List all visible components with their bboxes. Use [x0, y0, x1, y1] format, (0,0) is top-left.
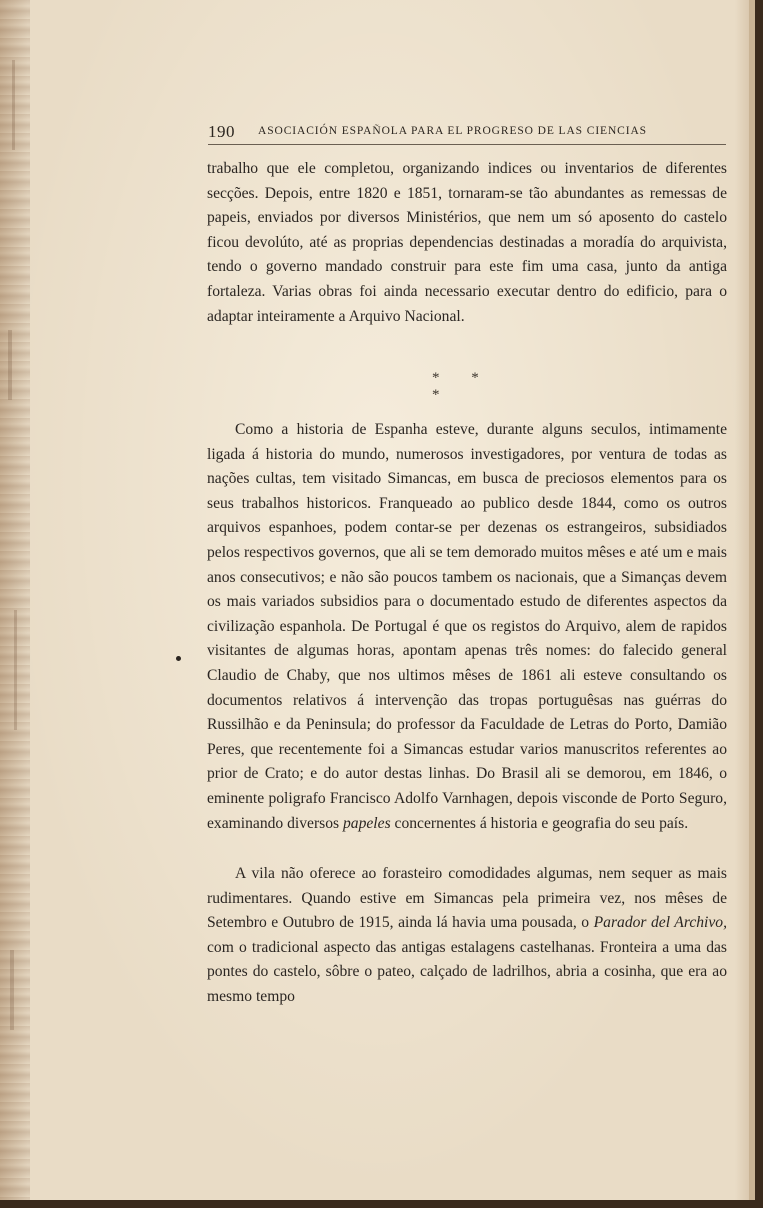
paragraph-3-italic: Parador del Archivo,: [593, 914, 727, 932]
page-binding-edge: [0, 0, 30, 1200]
paragraph-3-start: A vila não oferece ao forasteiro comodidades algumas, nem sequer as mais rudimentares. Quando estive em Simancas pela primeira vez, nos mêses de Setembro e Outubro de 1915, ainda lá havia uma pousada, o: [207, 865, 727, 932]
paragraph-2-text: Como a historia de Espanha esteve, durante alguns seculos, intimamente ligada á historia do mundo, numerosos investigadores, por ventura de todas as nações cultas, tem visitado Simancas, em busca de preciosos elementos para os seus trabalhos historicos. Franqueado ao publico desde 1844, como os outros arquivos espanhoes, podem contar-se per dezenas os estrangeiros, subsidiados pelos respectivos governos, que ali se tem demorado muitos mêses e até um e mais anos consecutivos; e não são poucos tambem os nacionais, que a Simanças devem os mais variados subsidios para o documentado estudo de diferentes aspectos da civilização espanhola. De Portugal é que os registos do Arquivo, alem de rapidos visitantes de algumas horas, apontam apenas três nomes: do falecido general Claudio de Chaby, que nos ultimos mêses de 1861 ali esteve consultando os documentos relativos á intervenção das tropas portuguêsas nas guérras do Russilhão e da Peninsula; do professor da Faculdade de Letras do Porto, Damião Peres, que recentemente foi a Simancas estudar varios manuscritos referentes ao prior de Crato; e do autor destas linhas. Do Brasil ali se demorou, em 1846, o eminente poligrafo Francisco Adolfo Varnhagen, depois visconde de Porto Seguro, examinando diversos: [207, 421, 727, 832]
paragraph-2-italic: papeles: [343, 814, 391, 832]
stain-mark: [10, 950, 14, 1030]
paragraph-3: [207, 862, 727, 1010]
paragraph-1: trabalho que ele completou, organizando indices ou inventarios de diferentes secções. Depois, entre 1820 e 1851, tornaram-se tão abundantes as remessas de papeis, enviados por diversos Ministérios, que nem um só aposento do castelo ficou devolúto, até as proprias dependencias destinadas a moradía do arquivista, tendo o governo mandado construir para este fim uma casa, junto da antiga fortaleza. Varias obras foi ainda necessario executar dentro do edificio, para o adaptar inteiramente a Arquivo Nacional.: [207, 160, 727, 325]
section-separator: * * *: [432, 370, 493, 403]
page-right-edge: [749, 0, 755, 1200]
paragraph-2-end: concernentes á historia e geografia do seu país.: [394, 814, 689, 832]
paragraph-2: [207, 418, 727, 836]
ink-dot: [176, 656, 181, 661]
running-header: [208, 120, 726, 145]
page-number: 190: [208, 122, 235, 141]
stain-mark: [14, 610, 17, 730]
stain-mark: [12, 60, 15, 150]
stain-mark: [8, 330, 12, 400]
paragraph-3-end: com o tradicional aspecto das antigas estalagens castelhanas. Fronteira a uma das pontes do castelo, sôbre o pateo, calçado de ladrilhos, abria a cosinha, que era ao mesmo tempo: [207, 938, 727, 1005]
running-title: ASOCIACIÓN ESPAÑOLA PARA EL PROGRESO DE LAS CIENCIAS: [258, 125, 647, 137]
